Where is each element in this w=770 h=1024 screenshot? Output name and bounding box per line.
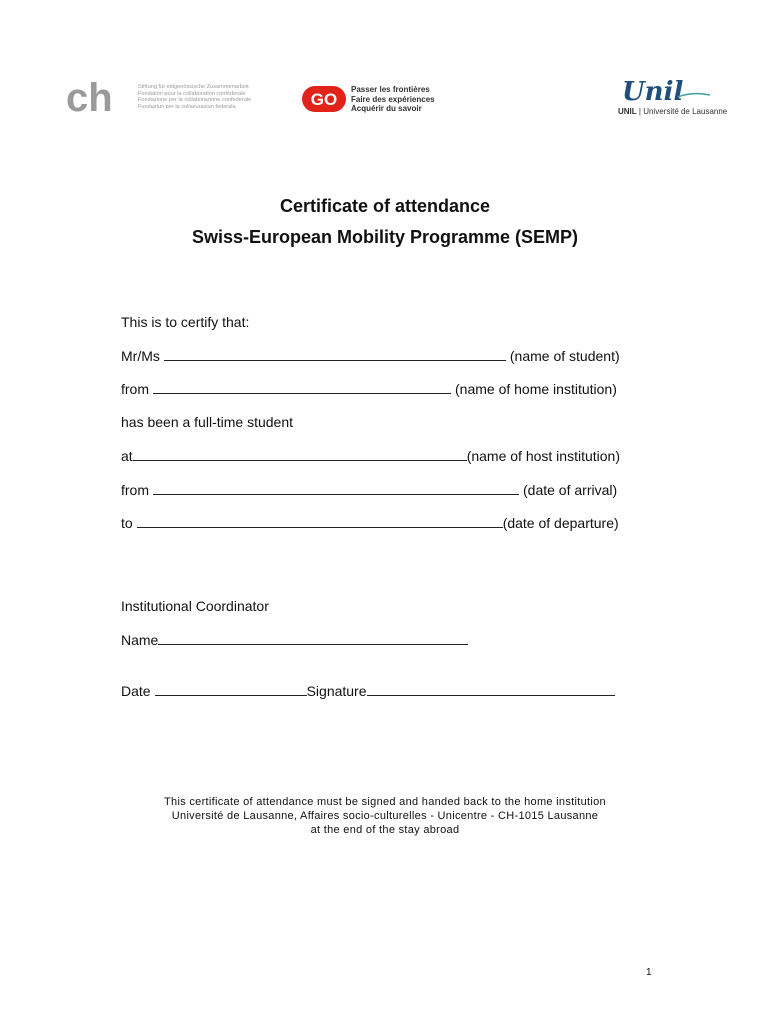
to-label: to	[121, 515, 133, 531]
host-institution-field[interactable]	[133, 448, 467, 461]
unil-caption-rest: | Université de Lausanne	[636, 107, 728, 116]
host-institution-row	[121, 448, 620, 464]
coordinator-name-row	[121, 632, 472, 648]
coordinator-heading: Institutional Coordinator	[121, 598, 269, 614]
go-line-1: Passer les frontières	[351, 85, 430, 94]
unil-logo-text: Unil	[622, 77, 684, 105]
ch-line-it: Fondazione per la collaborazione confederale	[138, 97, 252, 104]
coordinator-name-field[interactable]	[158, 632, 468, 645]
ch-line-de: Stiftung für eidgenössische Zusammenarbeit	[138, 84, 249, 90]
departure-row	[121, 515, 619, 531]
page-number: 1	[646, 967, 652, 978]
go-line-3: Acquérir du savoir	[351, 104, 422, 113]
signature-field[interactable]	[367, 683, 615, 696]
ch-foundation-text	[138, 84, 268, 110]
student-name-hint: (name of student)	[509, 348, 620, 364]
from-home-label: from	[121, 381, 149, 397]
fulltime-text: has been a full-time student	[121, 414, 293, 430]
ch-line-rm: Fundaziun per la collavuraziun federala	[138, 103, 236, 110]
arrival-date-field[interactable]	[153, 482, 519, 495]
host-institution-hint: (name of host institution)	[466, 448, 620, 464]
date-label: Date	[121, 683, 151, 699]
page-title: Certificate of attendance	[279, 196, 491, 216]
go-line-2: Faire des expériences	[351, 94, 435, 104]
signature-label: Signature	[306, 683, 367, 699]
student-name-field[interactable]	[164, 348, 506, 361]
home-institution-hint: (name of home institution)	[455, 381, 617, 397]
footer-line-1: This certificate of attendance must be signed and handed back to the home institution	[164, 796, 606, 808]
ch-logo	[66, 80, 128, 114]
arrival-hint: (date of arrival)	[523, 482, 618, 498]
name-label: Name	[121, 632, 159, 648]
date-field[interactable]	[155, 683, 307, 696]
unil-caption-bold: UNIL	[618, 107, 637, 116]
student-name-row	[121, 348, 620, 364]
footer-line-2: Université de Lausanne, Affaires socio-culturelles - Unicentre - CH-1015 Lausanne	[171, 810, 599, 822]
departure-date-field[interactable]	[137, 515, 503, 528]
from-arrival-label: from	[121, 482, 149, 498]
go-logo	[302, 86, 346, 112]
arrival-row	[121, 482, 617, 498]
go-slogan	[351, 85, 435, 114]
ch-logo-text: ch	[66, 80, 113, 114]
mrms-label: Mr/Ms	[121, 348, 160, 364]
ch-line-fr: Fondation pour la collaboration confédérale	[138, 90, 246, 97]
home-institution-row	[121, 381, 617, 397]
unil-caption	[618, 107, 727, 116]
home-institution-field[interactable]	[153, 381, 451, 394]
footer-line-3: at the end of the stay abroad	[310, 824, 460, 836]
go-logo-text: GO	[310, 90, 338, 109]
departure-hint: (date of departure)	[502, 515, 619, 531]
at-label: at	[121, 448, 133, 464]
unil-logo	[620, 75, 712, 105]
intro-text: This is to certify that:	[121, 314, 250, 330]
page-subtitle: Swiss-European Mobility Programme (SEMP)	[191, 227, 579, 247]
date-signature-row	[121, 683, 619, 699]
